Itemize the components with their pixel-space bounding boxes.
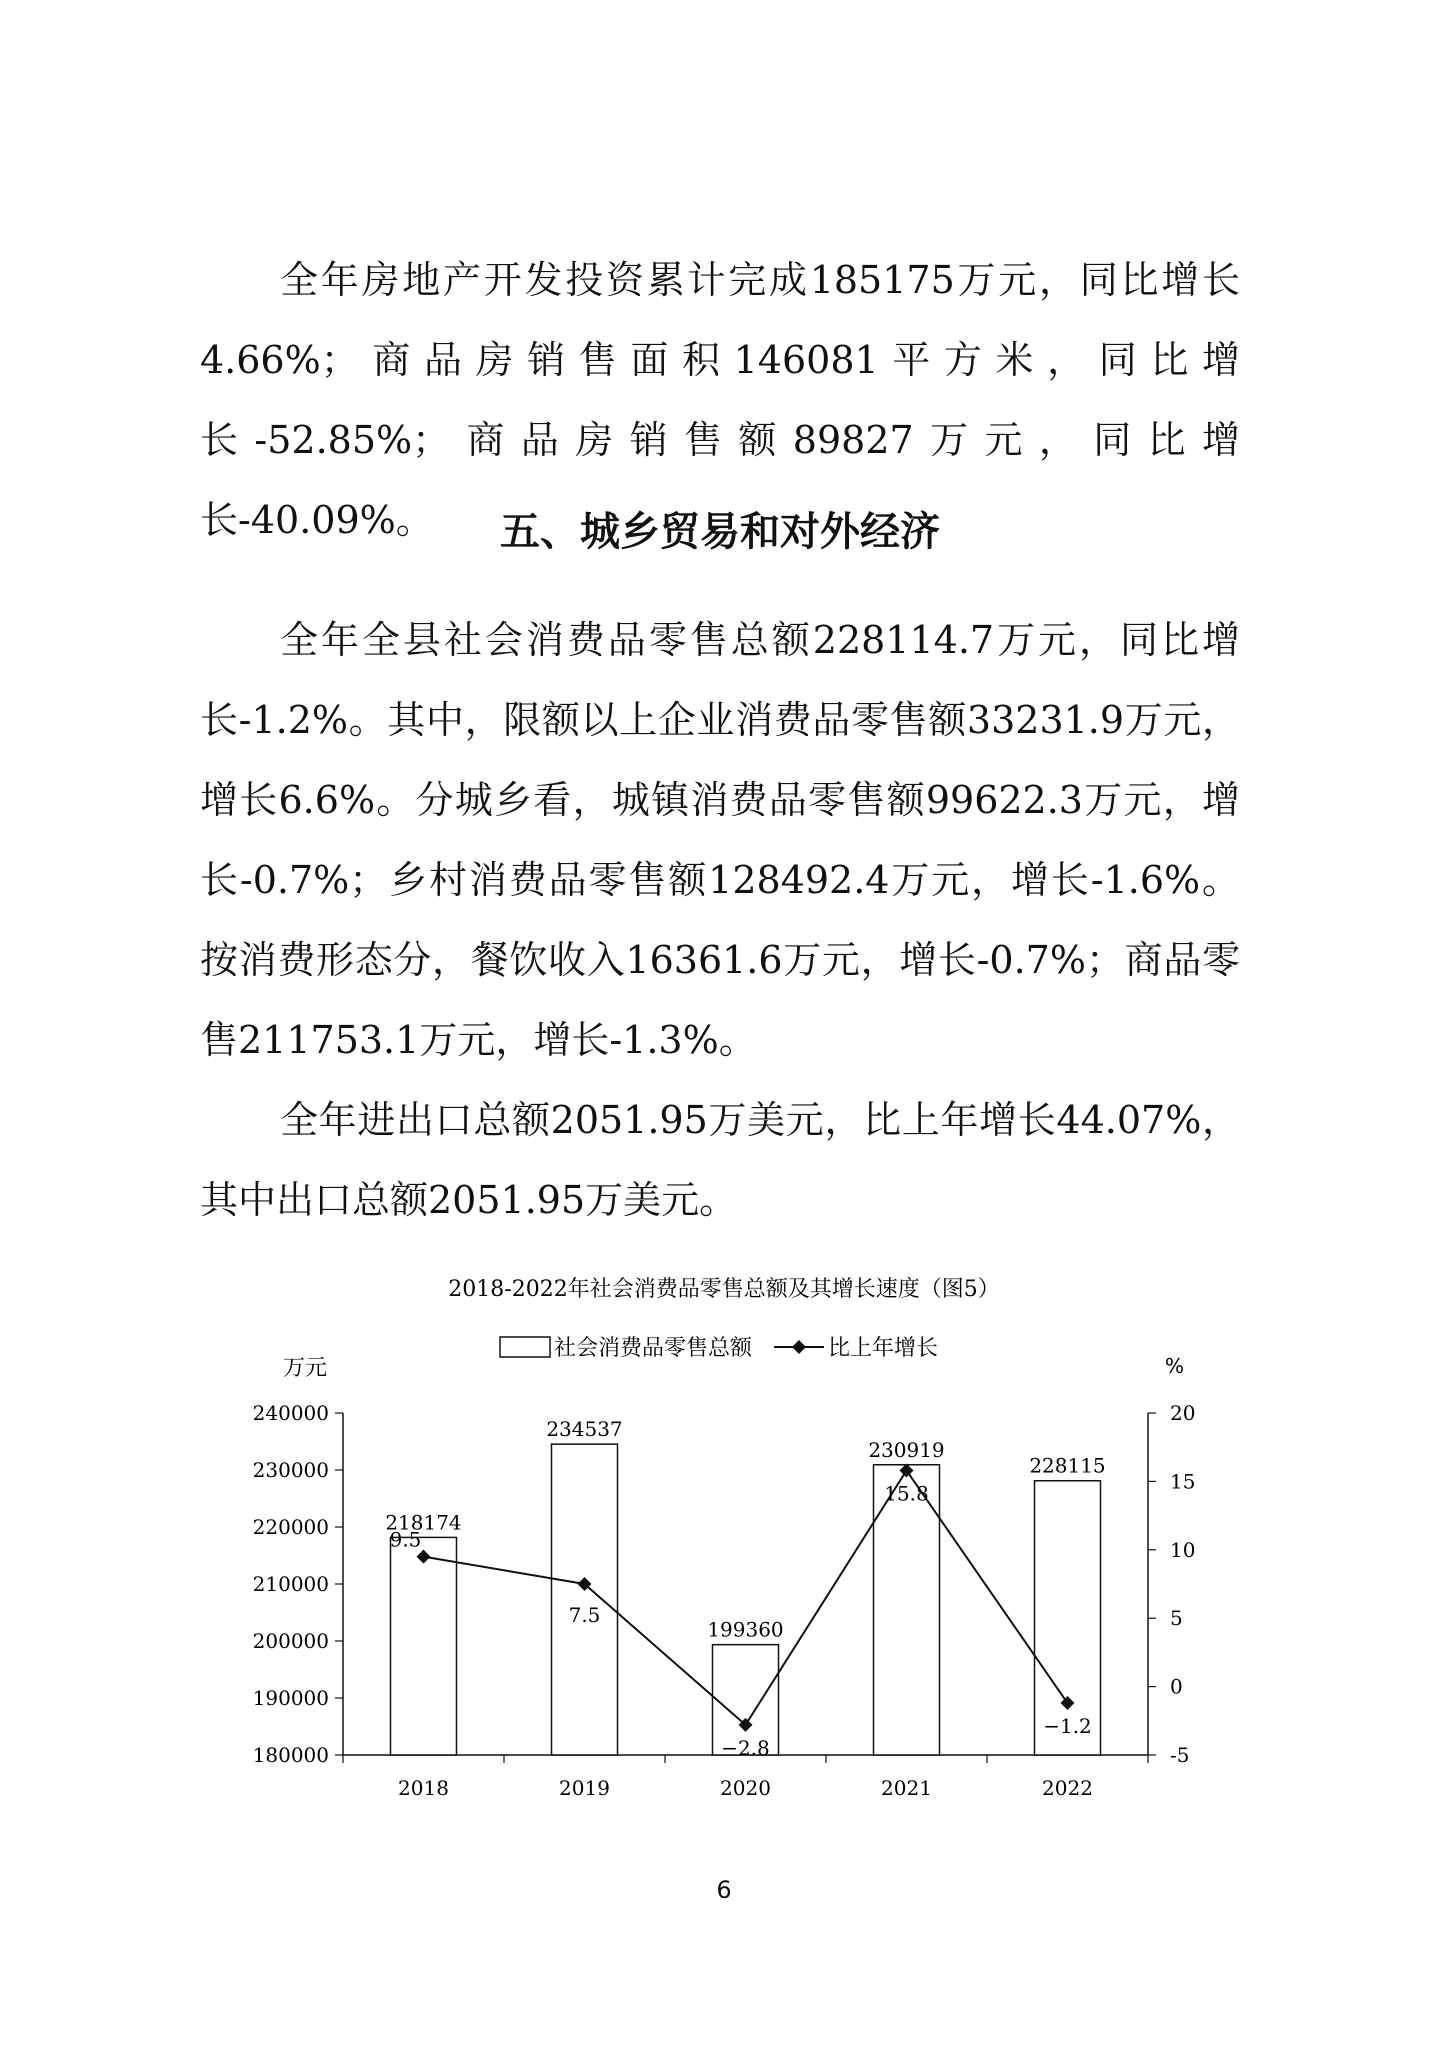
chart-legend xyxy=(500,1336,938,1361)
legend-bar-label: 社会消费品零售总额 xyxy=(554,1336,753,1361)
growth-value-label: 9.5 xyxy=(389,1527,422,1552)
growth-value-label: 7.5 xyxy=(568,1603,601,1627)
bar-value-label: 234537 xyxy=(546,1417,623,1442)
left-tick-label: 240000 xyxy=(252,1401,329,1425)
right-tick-label: 10 xyxy=(1170,1537,1196,1562)
left-tick-label: 200000 xyxy=(252,1629,329,1653)
paragraph-trade: 全年进出口总额2051.95万美元，比上年增长44.07%，其中出口总额2051.95万美元。 xyxy=(200,1098,1240,1222)
bar xyxy=(552,1444,618,1755)
right-tick-label: -5 xyxy=(1170,1743,1190,1767)
chart-bars xyxy=(391,1444,1101,1755)
right-axis-unit: % xyxy=(1165,1354,1185,1378)
legend-bar-swatch xyxy=(500,1337,550,1357)
paragraph-real-estate: 全年房地产开发投资累计完成185175万元，同比增长4.66%；商品房销售面积146081平方米，同比增长-52.85%；商品房销售额89827万元，同比增长-40.09%。 xyxy=(200,258,1240,542)
retail-sales-chart xyxy=(0,1270,1448,1830)
paragraph-retail: 全年全县社会消费品零售总额228114.7万元，同比增长-1.2%。其中，限额以上企业消费品零售额33231.9万元，增长6.6%。分城乡看，城镇消费品零售额99622.3万元，增长-0.7%；乡村消费品零售额128492.4万元，增长-1.6%。按消费形态分，餐饮收入16361.6万元，增长-0.7%；商品零售211753.1万元，增长-1.3%。 xyxy=(200,618,1240,1062)
page-number: 6 xyxy=(716,1876,732,1904)
growth-value-label: −2.8 xyxy=(721,1735,770,1760)
x-tick-label: 2022 xyxy=(1042,1776,1093,1800)
section-heading: 五、城乡贸易和对外经济 xyxy=(500,509,940,555)
right-tick-label: 0 xyxy=(1170,1674,1183,1699)
x-tick-label: 2018 xyxy=(398,1776,449,1800)
bar xyxy=(391,1537,457,1755)
bar-value-label: 199360 xyxy=(707,1617,784,1642)
x-tick-label: 2021 xyxy=(881,1776,932,1800)
x-tick-label: 2019 xyxy=(559,1776,610,1800)
left-tick-label: 180000 xyxy=(252,1743,329,1767)
chart-title: 2018-2022年社会消费品零售总额及其增长速度（图5） xyxy=(448,1277,1000,1302)
left-tick-label: 190000 xyxy=(252,1686,329,1710)
legend-line-label: 比上年增长 xyxy=(828,1336,939,1361)
left-tick-label: 210000 xyxy=(252,1572,329,1596)
growth-value-label: 15.8 xyxy=(884,1481,929,1506)
right-tick-label: 15 xyxy=(1170,1469,1196,1494)
left-tick-label: 230000 xyxy=(252,1458,329,1482)
bar-value-label: 228115 xyxy=(1029,1453,1106,1478)
left-axis-unit: 万元 xyxy=(283,1356,328,1381)
left-tick-label: 220000 xyxy=(252,1515,329,1539)
bar-value-label: 218174 xyxy=(385,1510,462,1535)
right-tick-label: 5 xyxy=(1170,1606,1183,1631)
growth-value-label: −1.2 xyxy=(1043,1714,1092,1739)
legend-line-marker xyxy=(792,1340,806,1354)
right-tick-label: 20 xyxy=(1170,1401,1196,1425)
bar-value-label: 230919 xyxy=(868,1437,945,1462)
x-tick-label: 2020 xyxy=(720,1776,771,1800)
